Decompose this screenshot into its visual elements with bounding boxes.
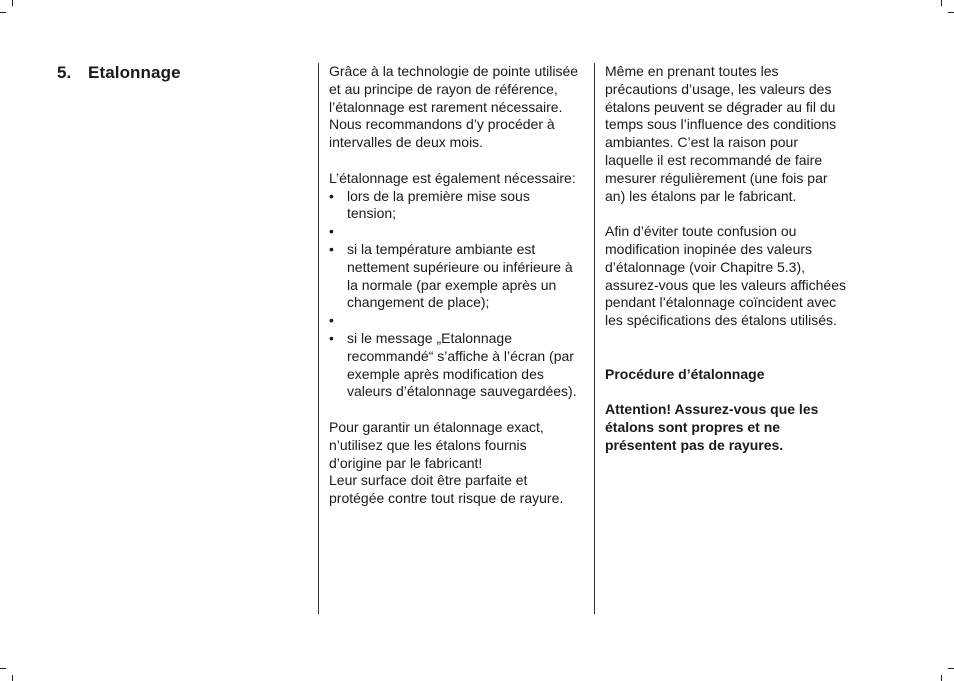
necessary-lead: L’étalonnage est également nécessaire: bbox=[329, 169, 576, 186]
bullet-list bbox=[329, 188, 579, 402]
text-column-2 bbox=[605, 63, 847, 455]
section-number: 5. bbox=[57, 63, 72, 82]
bullet-item: • si le message „Etalonnage recommandé“ s’affiche à l’écran (par exemple après modification des valeurs d’étalonnage sauvegardées). bbox=[329, 330, 579, 401]
attention-warning: Attention! Assurez-vous que les étalons sont propres et ne présentent pas de rayures. bbox=[605, 401, 819, 453]
bullet-item: • si la température ambiante est nettement supérieure ou inférieure à la normale (par exemple après un changement de place); bbox=[329, 241, 579, 312]
precautions-paragraph: Même en prenant toutes les précautions d’usage, les valeurs des étalons peuvent se dégrader au fil du temps sous l’influence des conditions ambiantes. C’est la raison pour laquelle il est recommandé de faire mesurer régulièrement (une fois par an) les étalons par le fabricant. bbox=[605, 63, 837, 204]
bullet-item: • lors de la première mise sous tension; bbox=[329, 188, 579, 224]
column-divider bbox=[594, 63, 595, 614]
intro-paragraph: Grâce à la technologie de pointe utilisée et au principe de rayon de référence, l’étalonnage est rarement nécessaire. Nous recommandons d’y procéder à intervalles de deux mois. bbox=[329, 63, 579, 151]
crop-mark bbox=[948, 668, 954, 669]
column-divider bbox=[318, 63, 319, 614]
crop-mark bbox=[12, 675, 13, 681]
crop-mark bbox=[12, 0, 13, 6]
section-title: Etalonnage bbox=[88, 63, 181, 82]
list-spacer bbox=[329, 312, 579, 330]
crop-mark bbox=[941, 0, 942, 6]
surface-paragraph: Leur surface doit être parfaite et protégée contre tout risque de rayure. bbox=[329, 472, 564, 507]
text-column-1 bbox=[329, 63, 579, 508]
confusion-paragraph: Afin d’éviter toute confusion ou modification inopinée des valeurs d’étalonnage (voir Chapitre 5.3), assurez-vous que les valeurs affichées pendant l’étalonnage coïncident avec les spécifications des étalons utilisés. bbox=[605, 223, 846, 329]
crop-mark bbox=[0, 668, 6, 669]
procedure-heading: Procédure d’étalonnage bbox=[605, 365, 765, 382]
section-heading bbox=[57, 63, 181, 83]
crop-mark bbox=[948, 12, 954, 13]
crop-mark bbox=[941, 675, 942, 681]
guarantee-paragraph: Pour garantir un étalonnage exact, n’utilisez que les étalons fournis d’origine par le fabricant! bbox=[329, 418, 544, 471]
crop-mark bbox=[0, 12, 6, 13]
list-spacer bbox=[329, 223, 579, 241]
